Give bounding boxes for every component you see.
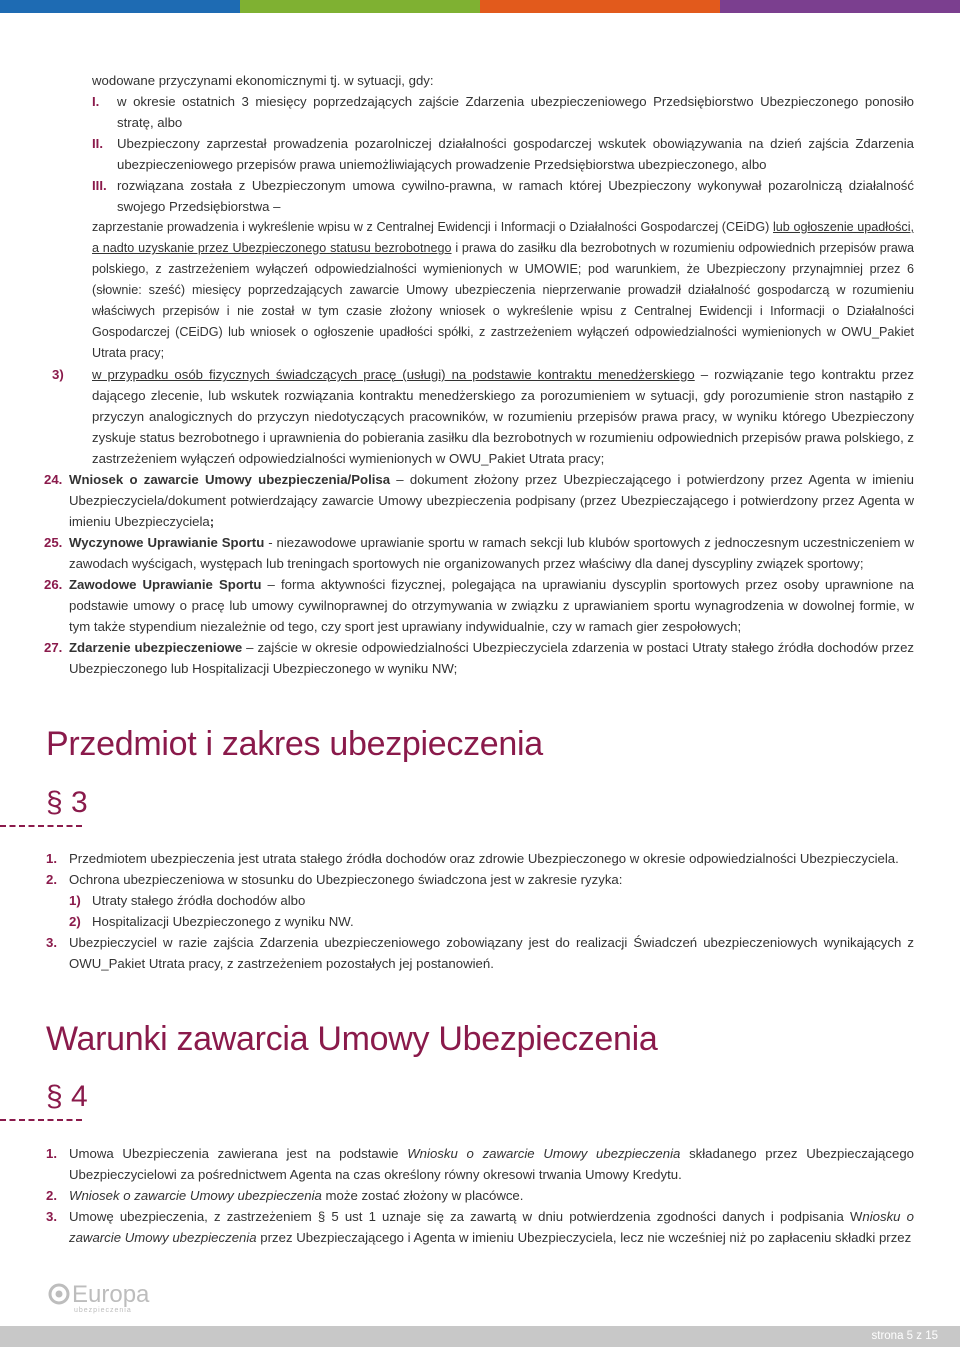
paragraph-3: 3) w przypadku osób fizycznych świadczących pracę (usługi) na podstawie kontraktu menedżerskiego – rozwiązanie tego kontraktu przez dającego zlecenie, lub wskutek rozwiązania kontraktu menedżerskiego za porozumieniem w sytuacji, gdy porozumienie stron nastąpiło z przyczyn analogicznych do przyczyn niedotyczących pracowników, w rozumieniu przepisów prawa pracy, w wyniku którego Ubezpieczony zyskuje status bezrobotnego i uprawnienia do pobierania zasiłku dla bezrobotnych w rozumieniu odpowiednich przepisów prawa polskiego, z zastrzeżeniem wyłączeń odpowiedzialności wymienionych w OWU_Pakiet Utrata pracy;: [52, 367, 914, 466]
bar-purple: [720, 0, 960, 13]
s3-item-1: 1. Przedmiotem ubezpieczenia jest utrata stałego źródła dochodów oraz zdrowie Ubezpieczonego w okresie odpowiedzialności Ubezpieczyciela.: [46, 851, 899, 866]
section-4-heading: Warunki zawarcia Umowy Ubezpieczenia: [46, 1020, 658, 1058]
section-4-body: [46, 1143, 914, 1248]
s3-sub-2: 2) Hospitalizacji Ubezpieczonego z wyniku NW.: [69, 914, 354, 929]
section-3-heading: Przedmiot i zakres ubezpieczenia: [46, 725, 543, 763]
section-4-divider: [0, 1119, 82, 1121]
svg-text:ubezpieczenia: ubezpieczenia: [74, 1307, 132, 1314]
item-iii: III. rozwiązana została z Ubezpieczonym umowa cywilno-prawna, w ramach której Ubezpieczony wykonywał pozarolniczą działalność swojego Przedsiębiorstwa –: [92, 178, 914, 214]
s3-sub-1: 1) Utraty stałego źródła dochodów albo: [69, 893, 306, 908]
section-4-symbol: § 4: [46, 1080, 88, 1113]
intro-line: wodowane przyczynami ekonomicznymi tj. w sytuacji, gdy:: [92, 73, 434, 88]
section-3-body: [46, 848, 914, 974]
page-footer: [0, 1326, 960, 1347]
top-text-block: [46, 70, 914, 679]
s4-item-3: 3. Umowę ubezpieczenia, z zastrzeżeniem § 5 ust 1 uznaje się za zawartą w dniu potwierdzenia zgodności danych i podpisania Wniosku o zawarcie Umowy ubezpieczenia przez Ubezpieczającego i Agenta w imieniu Ubezpieczyciela, lecz nie wcześniej niż po zapłaceniu składki przez: [46, 1209, 914, 1245]
s4-item-1: 1. Umowa Ubezpieczenia zawierana jest na podstawie Wniosku o zawarcie Umowy ubezpieczenia składanego przez Ubezpieczającego Ubezpieczycielowi za pośrednictwem Agenta na czas określony równy okresowi trwania Umowy Kredytu.: [46, 1146, 914, 1182]
definition-27: 27. Zdarzenie ubezpieczeniowe – zajście w okresie odpowiedzialności Ubezpieczyciela zdarzenia w postaci Utraty stałego źródła dochodów przez Ubezpieczonego lub Hospitalizacji Ubezpieczonego w wyniku NW;: [44, 640, 914, 676]
definition-25: 25. Wyczynowe Uprawianie Sportu - niezawodowe uprawianie sportu w ramach sekcji lub klubów sportowych z jednoczesnym uczestniczeniem w zawodach wyścigach, występach lub treningach sportowych nie organizowanych przez właściwy dla danej dyscypliny związek sportowy;: [44, 535, 914, 571]
bar-blue: [0, 0, 240, 13]
page-number: strona 5 z 15: [871, 1330, 938, 1342]
s3-item-2: 2. Ochrona ubezpieczeniowa w stosunku do Ubezpieczonego świadczona jest w zakresie ryzyka:: [46, 872, 623, 887]
bar-green: [240, 0, 480, 13]
definition-24: 24. Wniosek o zawarcie Umowy ubezpieczenia/Polisa – dokument złożony przez Ubezpieczającego i potwierdzony przez Agenta w imieniu Ubezpieczyciela/dokument potwierdzający zawarcie Umowy ubezpieczenia podpisany (przez Ubezpieczającego i potwierdzony przez Agenta w imieniu Ubezpieczyciela;: [44, 472, 914, 529]
europa-logo: [46, 1280, 186, 1314]
item-ii: II. Ubezpieczony zaprzestał prowadzenia pozarolniczej działalności gospodarczej wskutek obowiązywania na dzień zajścia Zdarzenia ubezpieczeniowego przepisów prawa uniemożliwiających prowadzenie Przedsiębiorstwa ubezpieczonego, albo: [92, 136, 914, 172]
paragraph-2: zaprzestanie prowadzenia i wykreślenie wpisu w z Centralnej Ewidencji i Informacji o Działalności Gospodarczej (CEiDG) lub ogłoszenie upadłości, a nadto uzyskanie przez Ubezpieczonego statusu bezrobotnego i prawa do zasiłku dla bezrobotnych w rozumieniu odpowiednich przepisów prawa polskiego, z zastrzeżeniem wyłączeń odpowiedzialności wymienionych w UMOWIE; pod warunkiem, że Ubezpieczony przynajmniej przez 6 (słownie: sześć) miesięcy poprzedzających zawarcie Umowy ubezpieczenia nieprzerwanie prowadził działalność gospodarczą w rozumieniu właściwych przepisów i nie został w tym czasie złożony wniosek o wykreślenie wpisu z Centralnej Ewidencji i Informacji o Działalności Gospodarczej (CEiDG) lub wniosek o ogłoszenie upadłości spółki, z zastrzeżeniem wyłączeń odpowiedzialności wymienionych w OWU_Pakiet Utrata pracy;: [92, 220, 915, 360]
s3-item-3: 3. Ubezpieczyciel w razie zajścia Zdarzenia ubezpieczeniowego zobowiązany jest do realizacji Świadczeń ubezpieczeniowych wynikających z OWU_Pakiet Utrata pracy, z zastrzeżeniem pozostałych jej postanowień.: [46, 935, 914, 971]
bar-orange: [480, 0, 720, 13]
section-3-symbol: § 3: [46, 786, 88, 819]
svg-text:Europa: Europa: [72, 1281, 150, 1308]
item-i: I. w okresie ostatnich 3 miesięcy poprzedzających zajście Zdarzenia ubezpieczeniowego Przedsiębiorstwo Ubezpieczonego ponosiło stratę, albo: [92, 94, 914, 130]
definition-26: 26. Zawodowe Uprawianie Sportu – forma aktywności fizycznej, polegająca na uprawianiu dyscyplin sportowych przez osoby uprawnione na podstawie umowy o pracę lub umowy cywilnoprawnej do otrzymywania w związku z uprawianiem sportu wynagrodzenia w dowolnej formie, w tym także stypendium niezależnie od tego, czy sport jest uprawiany indywidualnie, czy w ramach gier zespołowych;: [44, 577, 914, 634]
section-3-divider: [0, 825, 82, 827]
s4-item-2: 2. Wniosek o zawarcie Umowy ubezpieczenia może zostać złożony w placówce.: [46, 1188, 524, 1203]
europa-logo-icon: [46, 1280, 186, 1314]
top-color-bar: [0, 0, 960, 13]
